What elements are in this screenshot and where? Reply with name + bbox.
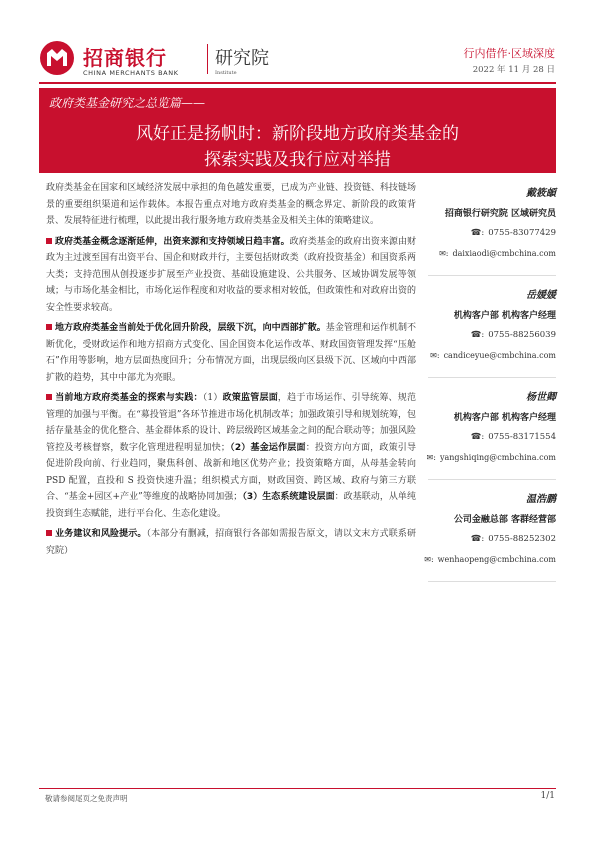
section-stage: [46, 320, 416, 386]
brand-divider: [207, 44, 208, 74]
title-banner: [39, 88, 556, 173]
section-heading: 业务建议和风险提示。: [55, 529, 147, 539]
brand-name: 招商银行: [83, 46, 167, 70]
section-body-part: ，趋于市场运作、引导统筹、规范管理的加强与平衡。在“募投管退”各环节推进市场化机制改革；加强政策引导和规划统筹，包括存量基金的优化整合、基金群体系的设计、跨层级跨区域基金之间的配合联动等；加强风险管控及考核督察，数字化管理进程明显加快；: [46, 393, 416, 453]
analyst-card: [428, 282, 556, 378]
section-heading: 地方政府类基金当前处于优化回升阶段，层级下沉，向中西部扩散。: [55, 323, 326, 333]
phone-icon: ☎:: [470, 534, 485, 544]
section-body-part: （2）基金运作层面: [229, 442, 306, 453]
page-number: 1/1: [540, 791, 555, 801]
analyst-card: [424, 486, 556, 582]
brand-institute-en: Institute: [215, 70, 237, 76]
section-concept: [46, 234, 416, 317]
analyst-email[interactable]: ✉: yangshiqing@cmbchina.com: [426, 453, 556, 462]
cmb-logo-icon: [39, 40, 75, 76]
phone-icon: ☎:: [470, 330, 485, 340]
analyst-name: 戴筱頔: [526, 188, 556, 199]
section-body: 基金管理和运作机制不断优化，受财政运作和地方招商方式变化、国企国资本化运作改革、财政国资管理发挥“压舱石”作用等影响，地方层面热度回升；分布情况方面，出现层级向区县级下沉、区域向中西部扩散的趋势，其中中部尤为亮眼。: [46, 323, 416, 383]
section-suggestions: [46, 526, 416, 559]
section-body-part: （3）生态系统建设层面: [242, 492, 335, 502]
email-icon: ✉:: [424, 555, 434, 564]
section-body-part: ：政基联动，从单纯投资到生态赋能，进行平台化、生态化建设。: [46, 492, 416, 519]
analyst-name: 温浩鹏: [526, 494, 556, 505]
analyst-phone: ☎: 0755-83077429: [470, 228, 556, 238]
analyst-phone: ☎: 0755-88252302: [470, 534, 556, 544]
brand-institute: 研究院: [215, 48, 269, 69]
section-body-part: 政策监管层面: [222, 393, 278, 403]
bullet-icon: [46, 530, 52, 536]
analyst-name: 杨世卿: [526, 392, 556, 403]
section-practice: [46, 390, 416, 522]
intro-paragraph: 政府类基金在国家和区域经济发展中承担的角色越发重要，已成为产业链、投资链、科技链场景的重要组织渠道和运作载体。本报告重点对地方政府类基金的概念界定、新阶段的政策背景、发展特征进行梳理，以此提出我行服务地方政府类基金及相关主体的策略建议。: [46, 183, 416, 226]
analyst-name: 岳媛媛: [526, 290, 556, 301]
disclaimer-link[interactable]: 敬请参阅尾页之免责声明: [45, 794, 128, 803]
analyst-email[interactable]: ✉: candiceyue@cmbchina.com: [430, 351, 556, 360]
section-heading: 当前地方政府类基金的探索与实践：: [55, 393, 203, 403]
email-icon: ✉:: [426, 453, 436, 462]
section-heading: 政府类基金概念逐渐延伸，出资来源和支持领域日趋丰富。: [55, 236, 290, 247]
email-icon: ✉:: [439, 249, 449, 258]
email-icon: ✉:: [430, 351, 440, 360]
analyst-dept: 机构客户部 机构客户经理: [453, 311, 556, 321]
analyst-card: [428, 384, 556, 480]
analyst-phone: ☎: 0755-88256039: [470, 330, 556, 340]
analyst-phone: ☎: 0755-83171554: [470, 432, 556, 442]
doc-type: 行内借作·区域深度: [463, 47, 555, 60]
report-title-line1: 风好正是扬帆时：新阶段地方政府类基金的: [136, 124, 459, 144]
section-body-part: （1）: [202, 393, 223, 403]
section-body: 政府类基金的政府出资来源由财政为主过渡至国有出资平台、国企和财政并行，主要包括财政类（政府投资基金）和国资系两大类；支持范围从创投逐步扩展至产业投资、基础设施建设、公共服务、区域协调发展等领域；与市场化基金相比，市场化运作程度和对收益的要求相对较低，但政策性和对政府出资的安全性要求较高。: [46, 236, 416, 313]
section-body: （本部分有删减，招商银行各部如需报告原文，请以文末方式联系研究院）: [46, 529, 416, 556]
analyst-email[interactable]: ✉: daixiaodi@cmbchina.com: [439, 249, 556, 258]
footer-divider: [39, 788, 556, 789]
analyst-dept: 公司金融总部 客群经营部: [453, 515, 556, 525]
bullet-icon: [46, 324, 52, 330]
bullet-icon: [46, 238, 52, 244]
phone-icon: ☎:: [470, 228, 485, 238]
section-body-part: ：投资方向方面，政策引导促进阶段向前、行业趋同，聚焦科创、战新和地区优势产业；投资策略方面，从母基金转向 PSD 配置，直投和 S 投资快速升温；组织模式方面，财政国资、跨区域、政府与第三方联合、“基金+园区+产业”等维度的战略协同加强；: [46, 442, 416, 502]
report-summary: [46, 180, 416, 563]
analyst-sidebar: [424, 180, 556, 588]
analyst-dept: 机构客户部 机构客户经理: [453, 413, 556, 423]
header-divider: [39, 82, 556, 84]
report-title-line2: 探索实践及我行应对举措: [204, 150, 391, 170]
series-title: 政府类基金研究之总览篇——: [49, 96, 206, 110]
bullet-icon: [46, 394, 52, 400]
analyst-dept: 招商银行研究院 区域研究员: [444, 209, 556, 219]
report-date: 2022 年 11 月 28 日: [472, 65, 555, 75]
brand-logo: [39, 40, 269, 86]
analyst-card: [428, 180, 556, 276]
phone-icon: ☎:: [470, 432, 485, 442]
analyst-email[interactable]: ✉: wenhaopeng@cmbchina.com: [424, 555, 556, 564]
brand-name-en: CHINA MERCHANTS BANK: [83, 69, 179, 77]
